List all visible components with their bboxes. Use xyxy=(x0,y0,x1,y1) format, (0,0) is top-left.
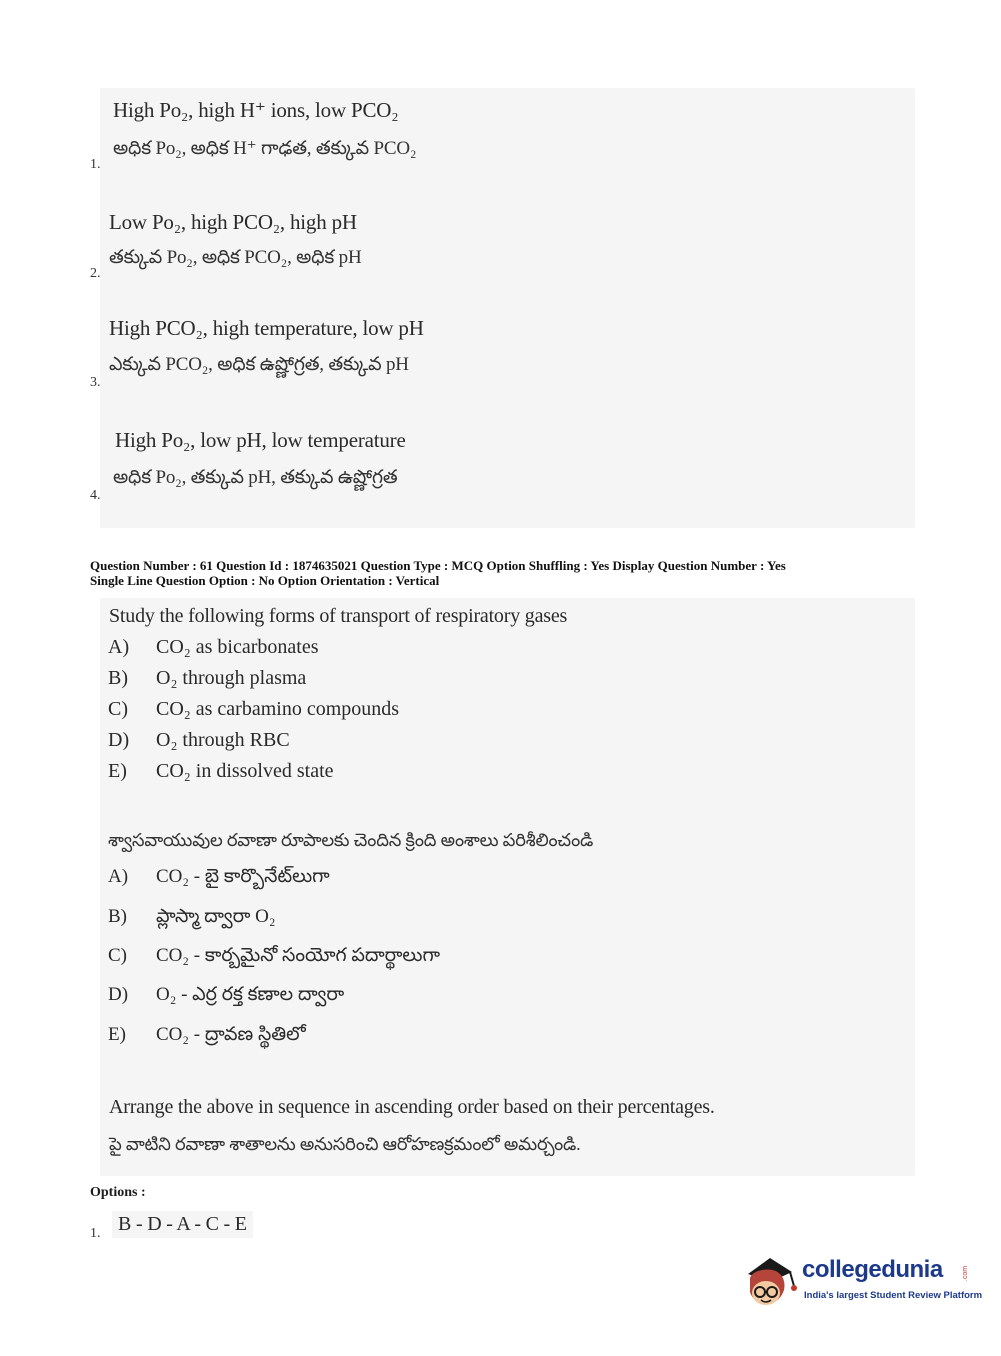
question-meta-line1: Question Number : 61 Question Id : 1874635021 Question Type : MCQ Option Shuffling : Yes Display Question Number : Yes xyxy=(90,558,786,573)
item-text: O₂ - ఎర్ర రక్త కణాల ద్వారా xyxy=(156,984,345,1005)
prev-option-3-en: High PCO₂, high temperature, low pH xyxy=(109,316,424,340)
prev-option-1-en: High Po₂, high H⁺ ions, low PCO₂ xyxy=(113,98,399,122)
prev-option-4-te: అధిక Po₂, తక్కువ pH, తక్కువ ఉష్ణోగ్రత xyxy=(113,467,398,488)
item-label: D) xyxy=(108,729,130,751)
item-te-e xyxy=(108,1024,306,1050)
question-stem-en: Study the following forms of transport of respiratory gases xyxy=(109,605,568,627)
item-en-d xyxy=(108,729,290,752)
logo-suffix: .com xyxy=(962,1265,970,1282)
item-text: CO₂ - బై కార్బొనేట్‌లుగా xyxy=(156,866,330,887)
mascot-icon xyxy=(740,1248,802,1316)
option-1-number: 1. xyxy=(90,1226,101,1241)
prev-option-2-number: 2. xyxy=(90,266,101,281)
item-label: E) xyxy=(108,1024,126,1045)
item-label: C) xyxy=(108,945,127,966)
prev-option-1-number: 1. xyxy=(90,157,101,172)
item-label: B) xyxy=(108,906,127,927)
item-en-a xyxy=(108,636,318,659)
item-text: O₂ through RBC xyxy=(156,729,290,751)
prev-option-2-te: తక్కువ Po₂, అధిక PCO₂, అధిక pH xyxy=(109,247,362,268)
logo-tagline: India's largest Student Review Platform xyxy=(804,1290,983,1301)
instruction-te: పై వాటిని రవాణా శాతాలను అనుసరించి ఆరోహణక్రమంలో అమర్చండి. xyxy=(109,1134,581,1154)
instruction-en: Arrange the above in sequence in ascending order based on their percentages. xyxy=(109,1096,715,1118)
prev-option-4-en: High Po₂, low pH, low temperature xyxy=(115,428,406,452)
prev-option-2-en: Low Po₂, high PCO₂, high pH xyxy=(109,210,357,234)
prev-option-1-te: అధిక Po₂, అధిక H⁺ గాఢత, తక్కువ PCO₂ xyxy=(113,138,417,159)
item-text: CO₂ in dissolved state xyxy=(156,760,334,782)
collegedunia-logo xyxy=(740,1248,983,1318)
item-text: ప్లాస్మా ద్వారా O₂ xyxy=(156,906,276,927)
question-meta-line2: Single Line Question Option : No Option Orientation : Vertical xyxy=(90,573,440,588)
item-label: E) xyxy=(108,760,127,782)
option-1-text: B - D - A - C - E xyxy=(112,1211,253,1238)
item-en-b xyxy=(108,667,306,690)
prev-option-3-te: ఎక్కువ PCO₂, అధిక ఉష్ణోగ్రత, తక్కువ pH xyxy=(109,354,409,375)
item-text: CO₂ - కార్బమైనో సంయోగ పదార్థాలుగా xyxy=(156,945,440,966)
item-text: CO₂ as carbamino compounds xyxy=(156,698,400,720)
item-en-e xyxy=(108,760,334,783)
item-text: O₂ through plasma xyxy=(156,667,307,689)
question-stem-te: శ్వాసవాయువుల రవాణా రూపాలకు చెందిన క్రింది అంశాలు పరిశీలించండి xyxy=(108,830,594,850)
item-te-b xyxy=(108,906,276,932)
options-label: Options : xyxy=(90,1185,146,1200)
item-te-a xyxy=(108,866,330,892)
item-label: A) xyxy=(108,636,130,658)
prev-option-4-number: 4. xyxy=(90,488,101,503)
item-label: C) xyxy=(108,698,128,720)
item-label: B) xyxy=(108,667,128,689)
item-label: D) xyxy=(108,984,129,1005)
item-en-c xyxy=(108,698,399,721)
item-text: CO₂ as bicarbonates xyxy=(156,636,319,658)
item-text: CO₂ - ద్రావణ స్థితిలో xyxy=(156,1024,306,1045)
item-te-d xyxy=(108,984,344,1010)
item-te-c xyxy=(108,945,440,971)
prev-option-3-number: 3. xyxy=(90,375,101,390)
item-label: A) xyxy=(108,866,129,887)
logo-name: collegedunia xyxy=(802,1256,943,1283)
